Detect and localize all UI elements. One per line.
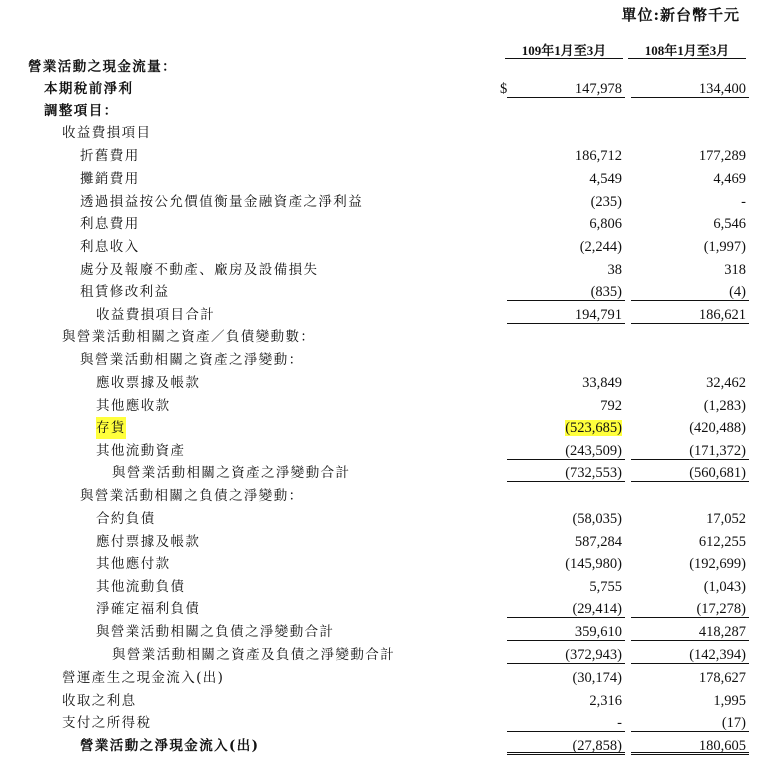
row-label: 調整項目： — [44, 103, 119, 119]
table-row — [0, 621, 762, 643]
value-2019q1: 17,052 — [706, 511, 746, 527]
table-row — [0, 690, 762, 712]
table-row — [0, 372, 762, 394]
value-2019q1: 318 — [724, 262, 746, 278]
row-label: 利息費用 — [80, 216, 140, 232]
row-label: 收益費損項目合計 — [96, 307, 216, 323]
table-row — [0, 281, 762, 303]
value-2020q1: 38 — [607, 262, 622, 278]
value-2020q1: 147,978 — [507, 78, 625, 98]
table-row — [0, 78, 762, 100]
row-label: 收取之利息 — [62, 693, 137, 709]
value-2020q1: 186,712 — [574, 148, 622, 164]
row-label: 存貨 — [96, 417, 126, 439]
table-row — [0, 56, 762, 78]
value-2019q1: 134,400 — [631, 78, 749, 98]
value-2020q1: 5,755 — [589, 579, 622, 595]
table-row — [0, 508, 762, 530]
row-label: 本期稅前淨利 — [44, 81, 134, 97]
value-2019q1: 612,255 — [698, 534, 746, 550]
row-label: 與營業活動相關之負債之淨變動合計 — [96, 624, 335, 640]
value-2019q1: 32,462 — [706, 375, 746, 391]
currency-symbol: $ — [500, 81, 508, 97]
table-row — [0, 236, 762, 258]
row-label: 其他流動負債 — [96, 579, 186, 595]
row-label: 折舊費用 — [80, 148, 140, 164]
value-2019q1: (17) — [631, 712, 749, 732]
row-label: 透過損益按公允價值衡量金融資產之淨利益 — [80, 194, 364, 210]
row-label: 與營業活動相關之資產之淨變動合計 — [112, 465, 351, 481]
highlighted-value: (523,685) — [565, 420, 622, 436]
table-row — [0, 168, 762, 190]
value-2020q1: (2,244) — [579, 239, 622, 255]
value-2019q1: (17,278) — [631, 598, 749, 618]
value-2020q1: (30,174) — [572, 670, 622, 686]
value-2019q1: 4,469 — [713, 171, 746, 187]
table-row — [0, 553, 762, 575]
value-2019q1: 6,546 — [713, 216, 746, 232]
row-label: 租賃修改利益 — [80, 284, 170, 300]
column-header-2020q1: 109年1月至3月 — [521, 43, 607, 58]
row-label: 支付之所得稅 — [62, 715, 152, 731]
row-label: 淨確定福利負債 — [96, 601, 201, 617]
row-label: 其他應收款 — [96, 398, 171, 414]
value-2020q1: - — [507, 712, 625, 732]
value-2020q1: 2,316 — [589, 693, 622, 709]
row-label: 營業活動之現金流量： — [28, 59, 177, 75]
value-2019q1: (4) — [631, 281, 749, 301]
value-2020q1: 359,610 — [507, 621, 625, 641]
value-2019q1: (1,043) — [703, 579, 746, 595]
value-2019q1: 186,621 — [631, 304, 749, 324]
row-label: 攤銷費用 — [80, 171, 140, 187]
value-2019q1: 1,995 — [713, 693, 746, 709]
value-2019q1: 178,627 — [698, 670, 746, 686]
table-row — [0, 145, 762, 167]
value-2019q1: (1,283) — [703, 398, 746, 414]
table-row — [0, 667, 762, 689]
table-row — [0, 304, 762, 326]
value-2019q1: (420,488) — [689, 420, 746, 436]
table-row — [0, 259, 762, 281]
value-2019q1: (171,372) — [631, 440, 749, 460]
row-label: 應收票據及帳款 — [96, 375, 201, 391]
value-2020q1 — [507, 417, 625, 437]
table-row — [0, 598, 762, 620]
column-header-2019q1: 108年1月至3月 — [644, 43, 730, 58]
value-2019q1: 180,605 — [631, 735, 749, 755]
value-2020q1: 6,806 — [589, 216, 622, 232]
value-2019q1: (192,699) — [689, 556, 746, 572]
table-row — [0, 735, 762, 757]
table-row — [0, 644, 762, 666]
value-2020q1: (58,035) — [572, 511, 622, 527]
value-2019q1: (560,681) — [631, 462, 749, 482]
row-label: 營運產生之現金流入(出) — [62, 670, 225, 686]
row-label: 其他流動資產 — [96, 443, 186, 459]
table-row — [0, 462, 762, 484]
table-row — [0, 712, 762, 734]
row-label: 應付票據及帳款 — [96, 534, 201, 550]
value-2020q1: (235) — [590, 194, 622, 210]
row-label: 處分及報廢不動產、廠房及設備損失 — [80, 262, 319, 278]
row-label: 合約負債 — [96, 511, 156, 527]
unit-label: 單位:新台幣千元 — [621, 6, 740, 24]
value-2020q1: (145,980) — [565, 556, 622, 572]
row-label: 與營業活動相關之資產及負債之淨變動合計 — [112, 647, 396, 663]
table-row — [0, 122, 762, 144]
table-row — [0, 349, 762, 371]
value-2020q1: (243,509) — [507, 440, 625, 460]
value-2020q1: 4,549 — [589, 171, 622, 187]
value-2020q1: 194,791 — [507, 304, 625, 324]
value-2020q1: (835) — [507, 281, 625, 301]
value-2020q1: 587,284 — [574, 534, 622, 550]
row-label: 營業活動之淨現金流入(出) — [80, 738, 260, 754]
value-2019q1: (1,997) — [703, 239, 746, 255]
value-2020q1: (732,553) — [507, 462, 625, 482]
table-row — [0, 576, 762, 598]
row-label: 收益費損項目 — [62, 125, 152, 141]
value-2020q1: 33,849 — [582, 375, 622, 391]
value-2019q1: - — [741, 194, 746, 210]
row-label: 與營業活動相關之資產／負債變動數： — [62, 329, 316, 345]
table-row — [0, 531, 762, 553]
table-row — [0, 191, 762, 213]
value-2020q1: (27,858) — [507, 735, 625, 755]
table-row — [0, 485, 762, 507]
row-label: 其他應付款 — [96, 556, 171, 572]
value-2019q1: 418,287 — [631, 621, 749, 641]
row-label: 與營業活動相關之資產之淨變動： — [80, 352, 304, 368]
value-2020q1: (29,414) — [507, 598, 625, 618]
table-row — [0, 440, 762, 462]
row-label: 與營業活動相關之負債之淨變動： — [80, 488, 304, 504]
table-row — [0, 417, 762, 439]
table-row — [0, 395, 762, 417]
table-row — [0, 100, 762, 122]
value-2019q1: (142,394) — [631, 644, 749, 664]
table-row — [0, 326, 762, 348]
value-2020q1: 792 — [600, 398, 622, 414]
value-2020q1: (372,943) — [507, 644, 625, 664]
table-row — [0, 213, 762, 235]
value-2019q1: 177,289 — [698, 148, 746, 164]
row-label: 利息收入 — [80, 239, 140, 255]
